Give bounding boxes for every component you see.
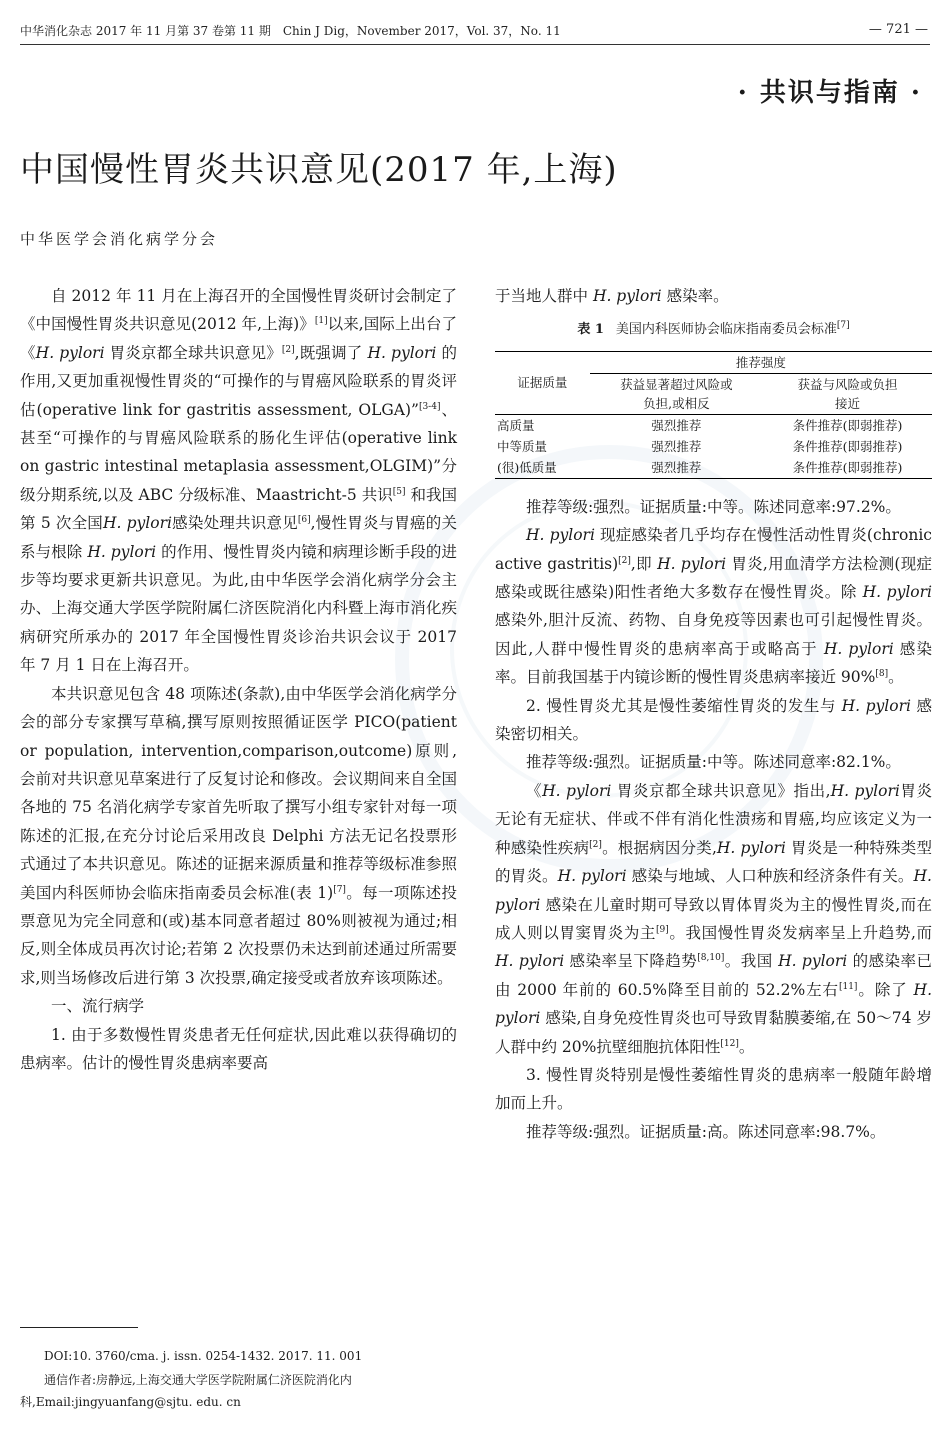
discussion-paragraph-1: H. pylori 现症感染者几乎均存在慢性活动性胃炎(chronic active gastritis)[2],即 H. pylori 胃炎,用血清学方法检测(现症感染或既往感染)阳性者绝大多数存在慢性胃炎。除 H. pylori 感染外,胆汁反流、药物、自身免疫等因素也可引起慢性胃炎。因此,人群中慢性胃炎的患病率高于或略高于 H. pylori 感染率。目前我国基于内镜诊断的慢性胃炎患病率接近 90%[8]。 [495,526,932,687]
table-row: 中等质量 强烈推荐 条件推荐(即弱推荐) [497,438,903,454]
citation[interactable]: [11] [838,981,858,992]
table-row: (很)低质量 强烈推荐 条件推荐(即弱推荐) [495,457,932,479]
citation[interactable]: [7] [333,884,346,895]
section-heading-epidemiology: 一、流行病学 [51,997,145,1016]
intro-paragraph: 自 2012 年 11 月在上海召开的全国慢性胃炎研讨会制定了《中国慢性胃炎共识意见(2012 年,上海)》[1]以来,国际上出台了《H. pylori 胃炎京都全球共识意见》[2],既强调了 H. pylori 的作用,又更加重视慢性胃炎的“可操作的与胃癌风险联系的胃炎评估(operative link for gastritis assessment, OLGA)”[3-4]、甚至“可操作的与胃癌风险联系的肠化生评估(operative link on gastric intestinal metaplasia assessment,OLGIM)”分级分期系统,以及 ABC 分级标准、Maastricht-5 共识[5] 和我国第 5 次全国H. pylori感染处理共识意见[6],慢性胃炎与胃癌的关系与根除 H. pylori 的作用、慢性胃炎内镜和病理诊断手段的进步等均要求更新共识意见。为此,由中华医学会消化病学分会主办、上海交通大学医学院附属仁济医院消化内科暨上海市消化疾病研究所承办的 2017 年全国慢性胃炎诊治共识会议于 2017 年 7 月 1 日在上海召开。 [20,287,457,675]
article-author: 中华医学会消化病学分会 [20,230,219,248]
recommendation-1: 推荐等级:强烈。证据质量:中等。陈述同意率:97.2%。 [526,497,901,516]
left-column [20,282,457,1077]
recommendation-2: 推荐等级:强烈。证据质量:中等。陈述同意率:82.1%。 [526,753,901,772]
evidence-table [495,351,932,479]
citation[interactable]: [6] [297,515,311,526]
methods-paragraph: 本共识意见包含 48 项陈述(条款),由中华医学会消化病学分会的部分专家撰写草稿,撰写原则按照循证医学 PICO(patient or population, intervention,comparison,outcome)原则,会前对共识意见草案进行了反复讨论和修改。会议期间来自全国各地的 75 名消化病学专家首先听取了撰写小组专家针对每一项陈述的汇报,在充分讨论后采用改良 Delphi 方法无记名投票形式通过了本共识意见。陈述的证据来源质量和推荐等级标准参照美国内科医师协会临床指南委员会标准(表 1)[7]。每一项陈述投票意见为完全同意和(或)基本同意者超过 80%则被视为通过;相反,则全体成员再次讨论;若第 2 次投票仍未达到前述通过所需要求,则当场修改后进行第 3 次投票,确定接受或者放弃该项陈述。 [20,684,457,987]
citation[interactable]: [2] [281,344,295,355]
citation[interactable]: [2] [589,839,602,850]
right-column [495,282,932,1146]
header-strength: 推荐强度 [590,351,932,373]
header-quality: 证据质量 [495,351,590,414]
discussion-paragraph-2: 《H. pylori 胃炎京都全球共识意见》指出,H. pylori胃炎无论有无症状、伴或不伴有消化性溃疡和胃癌,均应该定义为一种感染性疾病[2]。根据病因分类,H. pylori 胃炎是一种特殊类型的胃炎。H. pylori 感染与地域、人口种族和经济条件有关。H. pylori 感染在儿童时期可导致以胃体胃炎为主的慢性胃炎,而在成人则以胃窦胃炎为主[9]。我国慢性胃炎发病率呈上升趋势,而 H. pylori 感染率呈下降趋势[8,10]。我国 H. pylori 的感染率已由 2000 年前的 60.5%降至目前的 52.2%左右[11]。除了 H. pylori 感染,自身免疫性胃炎也可导致胃黏膜萎缩,在 50～74 岁人群中约 20%抗壁细胞抗体阳性[12]。 [495,781,932,1056]
subheader-2: 获益与风险或负担 接近 [797,376,898,411]
citation[interactable]: [1] [314,316,328,327]
citation[interactable]: [3-4] [418,401,441,412]
article-title: 中国慢性胃炎共识意见(2017 年,上海) [20,150,618,190]
citation[interactable]: [8,10] [697,953,725,964]
doi-footnote: DOI:10. 3760/cma. j. issn. 0254-1432. 2017. 11. 001 [44,1349,363,1363]
citation[interactable]: [5] [392,486,406,497]
citation[interactable]: [8] [875,669,889,680]
statement-2: 2. 慢性胃炎尤其是慢性萎缩性胃炎的发生与 H. pylori 感染密切相关。 [495,696,932,744]
subheader-1: 获益显著超过风险或 负担,或相反 [620,376,733,411]
section-tag: · 共识与指南 · [737,78,922,108]
footnote-rule [20,1327,138,1328]
table-row: 高质量 强烈推荐 条件推荐(即弱推荐) [497,417,903,433]
table-caption: 表 1 美国内科医师协会临床指南委员会标准[7] [577,321,850,338]
statement-1-continued: 于当地人群中 H. pylori 感染率。 [495,287,729,305]
running-header: 中华消化杂志 2017 年 11 月第 37 卷第 11 期 Chin J Dig，November 2017，Vol. 37，No. 11 [20,24,561,38]
corresponding-author-footnote: 通信作者:房静远,上海交通大学医学院附属仁济医院消化内科,Email:jingyuanfang@sjtu. edu. cn [20,1373,352,1409]
recommendation-3: 推荐等级:强烈。证据质量:高。陈述同意率:98.7%。 [526,1122,886,1141]
citation[interactable]: [2] [618,555,631,566]
statement-3: 3. 慢性胃炎特别是慢性萎缩性胃炎的患病率一般随年龄增加而上升。 [495,1065,932,1113]
statement-1: 1. 由于多数慢性胃炎患者无任何症状,因此难以获得确切的患病率。估计的慢性胃炎患病率要高 [20,1025,457,1072]
citation[interactable]: [12] [720,1038,739,1049]
citation[interactable]: [9] [656,924,669,935]
page-number: — 721 — [868,22,928,37]
header-rule [20,44,930,45]
